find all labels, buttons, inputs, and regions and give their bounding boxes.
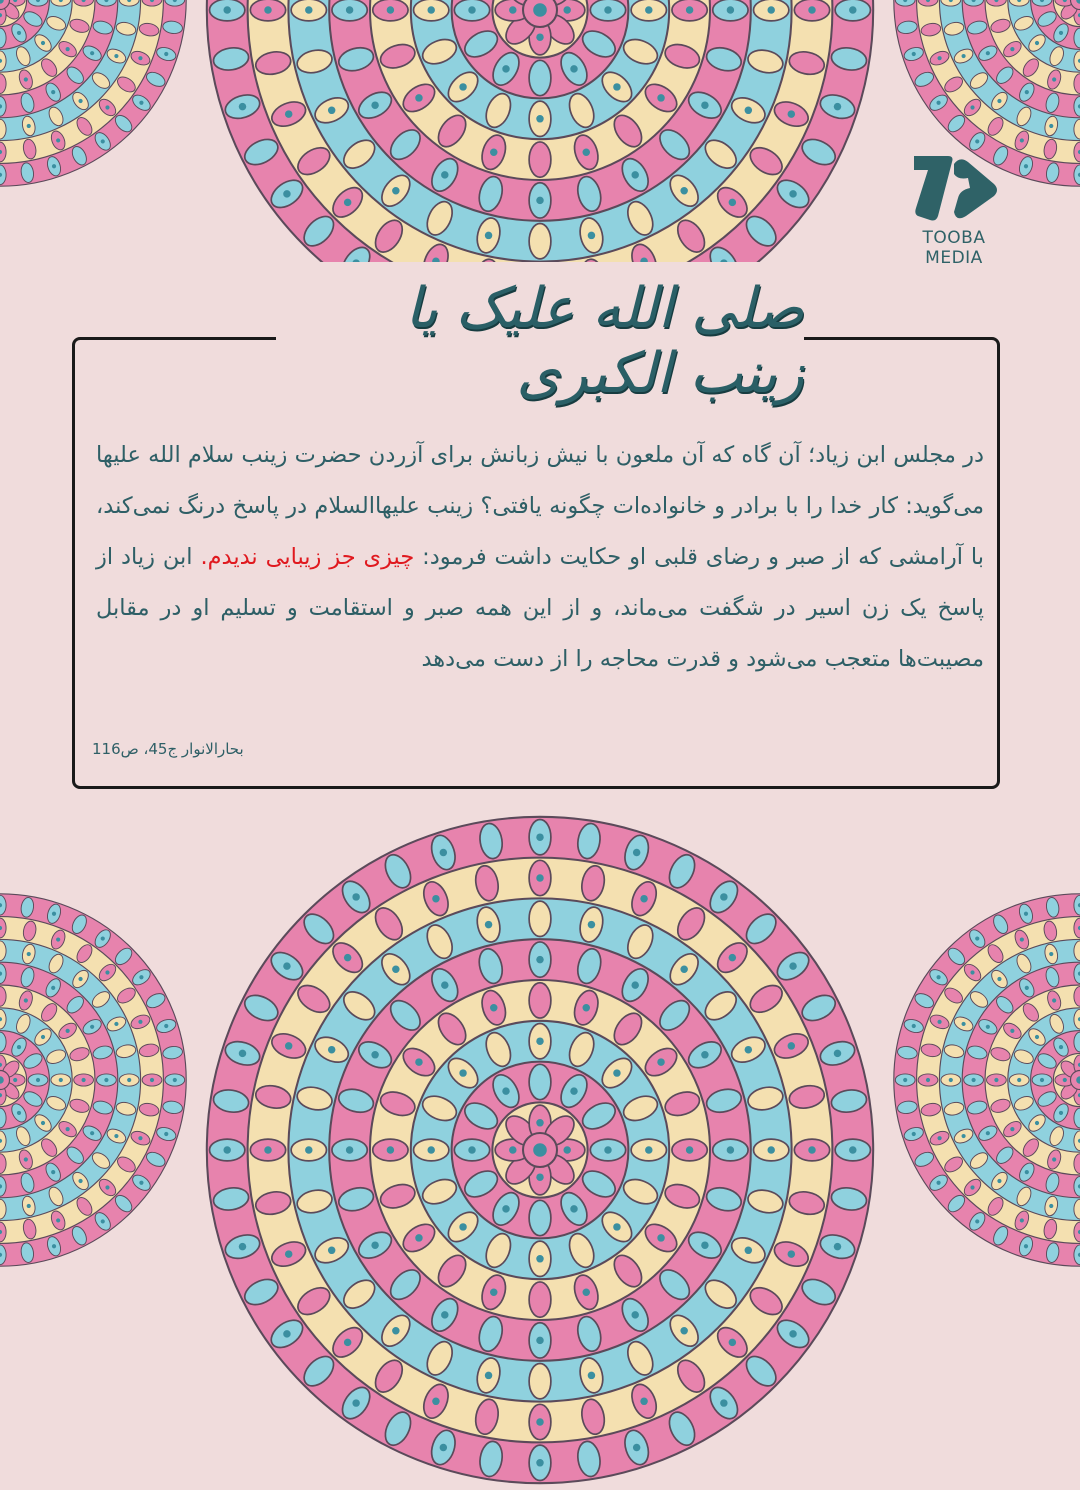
mandala-ornament-bottom-left [0, 890, 190, 1270]
tooba-media-logo-icon [908, 150, 1000, 224]
main-paragraph [96, 430, 984, 685]
mandala-ornament-bottom [200, 810, 880, 1490]
brand-name: TOOBA MEDIA [898, 228, 1010, 268]
paragraph-before: در مجلس ابن زیاد؛ آن گاه که آن ملعون با نیش زبانش برای آزردن حضرت زینب سلام الله علیها می‌گوید: کار خدا را با برادر و خانواده‌ات چگونه یافتی؟ زینب علیهاالسلام در پاسخ درنگ نمی‌کند، با آرامشی که از صبر و رضای قلبی او حکایت داشت فرمود: [96, 442, 984, 570]
brand-logo [898, 150, 1010, 250]
mandala-ornament-bottom-right [890, 890, 1080, 1270]
source-citation: بحارالانوار ج45، ص116 [92, 740, 342, 758]
header-calligraphy [276, 262, 804, 420]
calligraphy-title: صلی الله علیک یا زینب الکبری [276, 262, 804, 420]
paragraph-after: ابن زیاد از پاسخ یک زن اسیر در شگفت می‌ماند، و از این همه صبر و استقامت و تسلیم او در مقابل مصیبت‌ها متعجب می‌شود و قدرت محاجه را از دست می‌دهد [96, 544, 984, 672]
highlighted-quote: چیزی جز زیبایی ندیدم. [200, 544, 414, 570]
mandala-ornament-top-left [0, 0, 190, 190]
